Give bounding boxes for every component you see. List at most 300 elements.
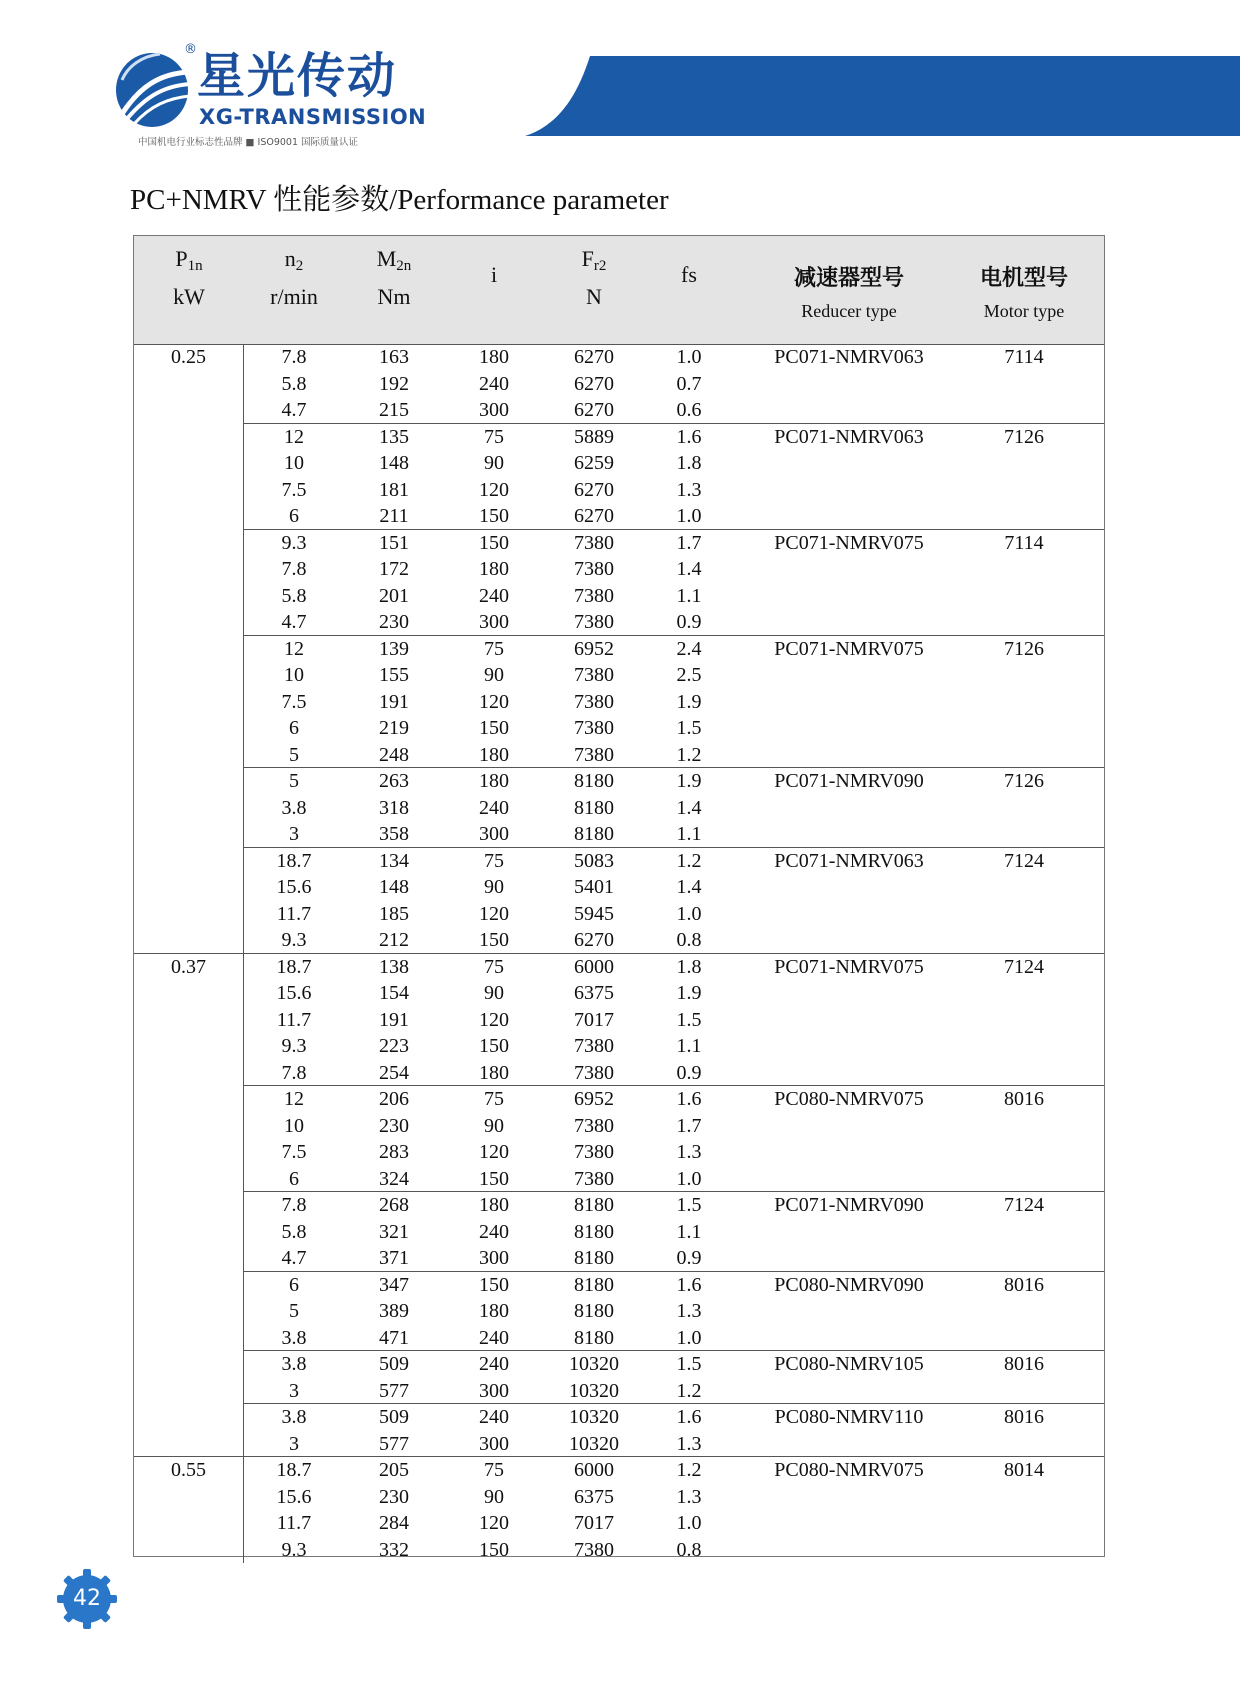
cell-i: 300 [479, 1432, 509, 1455]
cell-n2: 7.8 [281, 1061, 307, 1084]
motor-type: 8014 [1004, 1459, 1044, 1481]
cell-fr2: 6375 [574, 1485, 614, 1508]
cell-m2n: 191 [379, 1008, 409, 1031]
table-row [244, 874, 1104, 901]
cell-m2n: 230 [379, 1114, 409, 1137]
table-row [244, 556, 1104, 583]
table-row [244, 1298, 1104, 1325]
cell-i: 120 [479, 902, 509, 925]
table-row [244, 1166, 1104, 1193]
cell-fs: 1.5 [676, 1353, 702, 1375]
cell-i: 120 [479, 1008, 509, 1031]
cell-fr2: 6952 [574, 1088, 614, 1110]
cell-n2: 18.7 [276, 849, 312, 872]
table-row [244, 1113, 1104, 1140]
cell-i: 300 [479, 399, 509, 421]
table-row [244, 689, 1104, 716]
cell-n2: 4.7 [281, 611, 307, 633]
cell-n2: 12 [284, 425, 304, 448]
cell-i: 150 [479, 1273, 509, 1296]
cell-fs: 0.8 [676, 1538, 702, 1561]
cell-i: 180 [479, 770, 509, 792]
reducer-type: PC071-NMRV075 [774, 637, 924, 660]
cell-fs: 1.2 [676, 743, 702, 766]
cell-n2: 6 [289, 717, 299, 739]
cell-i: 75 [484, 849, 504, 872]
reducer-group [244, 1272, 1104, 1352]
cell-fr2: 6375 [574, 982, 614, 1004]
cell-m2n: 371 [379, 1247, 409, 1269]
cell-i: 75 [484, 955, 504, 978]
cell-m2n: 347 [379, 1273, 409, 1296]
cell-fs: 0.6 [676, 399, 702, 421]
reducer-group [244, 954, 1104, 1087]
cell-m2n: 219 [379, 717, 409, 739]
cell-i: 240 [479, 1406, 509, 1428]
cell-fs: 1.6 [676, 1406, 702, 1428]
header-reducer-cn: 减速器型号 [793, 266, 904, 291]
cell-fr2: 8180 [574, 1194, 614, 1216]
cell-fs: 1.0 [676, 1512, 702, 1534]
cell-fs: 0.9 [676, 611, 702, 633]
cell-m2n: 151 [379, 531, 409, 554]
cell-fs: 1.2 [676, 849, 702, 872]
performance-table [133, 235, 1105, 1561]
motor-type: 7114 [1004, 346, 1044, 368]
cell-m2n: 230 [379, 1485, 409, 1508]
reducer-type: PC071-NMRV075 [774, 531, 924, 554]
reducer-group [244, 1351, 1104, 1404]
cell-fr2: 7380 [574, 1061, 614, 1084]
power-value: 0.37 [171, 955, 206, 978]
cell-fs: 1.7 [676, 1114, 702, 1137]
motor-type: 7126 [1004, 637, 1044, 660]
cell-fs: 1.0 [676, 346, 702, 368]
table-row [244, 742, 1104, 769]
cell-i: 150 [479, 1167, 509, 1190]
motor-type: 7126 [1004, 770, 1044, 792]
cell-fs: 1.4 [676, 876, 702, 898]
cell-i: 120 [479, 690, 509, 713]
cell-i: 75 [484, 1459, 504, 1481]
reducer-type: PC080-NMRV075 [774, 1459, 924, 1481]
cell-fr2: 7380 [574, 690, 614, 713]
table-row [244, 1007, 1104, 1034]
cell-i: 120 [479, 1141, 509, 1163]
reducer-type: PC071-NMRV090 [774, 770, 924, 792]
cell-m2n: 254 [379, 1061, 409, 1084]
cell-i: 90 [484, 982, 504, 1004]
cell-fs: 1.0 [676, 902, 702, 925]
cell-m2n: 191 [379, 690, 409, 713]
cell-i: 180 [479, 558, 509, 580]
table-row [244, 927, 1104, 954]
header-motor-en: Motor type [983, 301, 1065, 321]
motor-type: 7126 [1004, 425, 1044, 448]
cell-fs: 1.1 [676, 1220, 702, 1243]
header-i: i [490, 262, 498, 287]
table-row [244, 901, 1104, 928]
motor-type: 8016 [1004, 1406, 1044, 1428]
cell-fs: 1.4 [676, 796, 702, 819]
cell-m2n: 211 [379, 505, 409, 527]
cell-i: 300 [479, 823, 509, 845]
cell-fs: 1.0 [676, 505, 702, 527]
table-row [244, 1537, 1104, 1564]
cell-fr2: 7380 [574, 1167, 614, 1190]
cell-m2n: 135 [379, 425, 409, 448]
header-n2: $n_2$ r/min [270, 246, 318, 309]
cell-n2: 9.3 [281, 929, 307, 951]
cell-m2n: 321 [379, 1220, 409, 1243]
cell-i: 150 [479, 531, 509, 554]
motor-type: 8016 [1004, 1273, 1044, 1296]
brand-name-en: XG-TRANSMISSION [199, 105, 427, 129]
motor-type: 8016 [1004, 1088, 1044, 1110]
cell-fs: 1.1 [676, 823, 702, 845]
cell-m2n: 263 [379, 770, 409, 792]
cell-m2n: 324 [379, 1167, 409, 1190]
cell-n2: 7.8 [281, 1194, 307, 1216]
cell-m2n: 185 [379, 902, 409, 925]
cell-n2: 18.7 [276, 955, 312, 978]
cell-m2n: 206 [379, 1088, 409, 1110]
table-row [244, 477, 1104, 504]
reducer-type: PC071-NMRV090 [774, 1194, 924, 1216]
cell-n2: 10 [284, 664, 304, 686]
cell-fr2: 8180 [574, 1220, 614, 1243]
table-row [244, 450, 1104, 477]
cell-i: 180 [479, 1300, 509, 1322]
cell-fr2: 7380 [574, 664, 614, 686]
cell-n2: 4.7 [281, 399, 307, 421]
cell-n2: 3.8 [281, 1326, 307, 1349]
cell-fr2: 7380 [574, 1141, 614, 1163]
cell-i: 180 [479, 1061, 509, 1084]
cell-i: 90 [484, 1114, 504, 1137]
cell-i: 120 [479, 478, 509, 501]
cell-m2n: 577 [379, 1379, 409, 1402]
cell-n2: 5.8 [281, 1220, 307, 1243]
cell-n2: 10 [284, 452, 304, 474]
cell-i: 240 [479, 1353, 509, 1375]
cell-n2: 7.5 [281, 690, 307, 713]
cell-fs: 2.4 [676, 637, 702, 660]
cell-fr2: 6270 [574, 346, 614, 368]
cell-fr2: 10320 [569, 1353, 619, 1375]
cell-fr2: 7380 [574, 584, 614, 607]
cell-fs: 1.2 [676, 1459, 702, 1481]
cell-i: 120 [479, 1512, 509, 1534]
cell-n2: 7.5 [281, 478, 307, 501]
cell-n2: 11.7 [276, 1008, 312, 1031]
cell-n2: 5 [289, 743, 299, 766]
cell-i: 300 [479, 1379, 509, 1402]
power-value: 0.55 [171, 1459, 206, 1481]
power-cell [134, 344, 244, 954]
cell-fs: 0.7 [676, 372, 702, 395]
header-fr2: $F_{r2}$ N [581, 246, 607, 309]
table-row [244, 715, 1104, 742]
cell-n2: 7.8 [281, 346, 307, 368]
cell-m2n: 139 [379, 637, 409, 660]
cell-m2n: 192 [379, 372, 409, 395]
cell-m2n: 134 [379, 849, 409, 872]
cell-m2n: 201 [379, 584, 409, 607]
header-fs: fs [681, 262, 697, 287]
cell-n2: 3.8 [281, 796, 307, 819]
cell-fr2: 7380 [574, 531, 614, 554]
table-row [244, 1510, 1104, 1537]
cell-m2n: 181 [379, 478, 409, 501]
cell-fs: 1.3 [676, 1300, 702, 1322]
cell-n2: 18.7 [276, 1459, 312, 1481]
cell-fr2: 6952 [574, 637, 614, 660]
cell-m2n: 215 [379, 399, 409, 421]
cell-fr2: 6270 [574, 399, 614, 421]
cell-fs: 1.3 [676, 478, 702, 501]
cell-i: 75 [484, 1088, 504, 1110]
cell-m2n: 284 [379, 1512, 409, 1534]
motor-type: 7114 [1004, 531, 1044, 554]
reducer-type: PC071-NMRV063 [774, 425, 924, 448]
registered-mark: ® [184, 42, 197, 57]
cell-fs: 1.5 [676, 1194, 702, 1216]
cell-n2: 5 [289, 770, 299, 792]
cell-fr2: 6270 [574, 372, 614, 395]
motor-type: 7124 [1004, 955, 1044, 978]
cell-fr2: 10320 [569, 1406, 619, 1428]
cell-n2: 5.8 [281, 584, 307, 607]
table-row [244, 1325, 1104, 1352]
cell-n2: 9.3 [281, 1538, 307, 1561]
cell-n2: 7.8 [281, 558, 307, 580]
reducer-type: PC071-NMRV075 [774, 955, 924, 978]
reducer-group [244, 1086, 1104, 1192]
table-row [244, 1033, 1104, 1060]
cell-i: 90 [484, 876, 504, 898]
table-row [244, 397, 1104, 424]
cell-n2: 3 [289, 1432, 299, 1455]
cell-n2: 4.7 [281, 1247, 307, 1269]
table-row [244, 980, 1104, 1007]
cell-n2: 6 [289, 1167, 299, 1190]
cell-m2n: 283 [379, 1141, 409, 1163]
cell-fr2: 5889 [574, 425, 614, 448]
cell-m2n: 268 [379, 1194, 409, 1216]
cell-fr2: 8180 [574, 770, 614, 792]
cell-n2: 7.5 [281, 1141, 307, 1163]
cell-fr2: 8180 [574, 823, 614, 845]
cell-i: 240 [479, 1326, 509, 1349]
cell-n2: 6 [289, 1273, 299, 1296]
header-p1n: $P_{1n}$ kW [173, 246, 205, 309]
cell-fr2: 7380 [574, 558, 614, 580]
cell-n2: 9.3 [281, 1035, 307, 1057]
cell-fr2: 7380 [574, 743, 614, 766]
cell-fs: 1.0 [676, 1167, 702, 1190]
cell-n2: 15.6 [276, 1485, 312, 1508]
reducer-type: PC080-NMRV110 [774, 1406, 924, 1428]
cell-fs: 1.6 [676, 1088, 702, 1110]
cell-fs: 1.3 [676, 1432, 702, 1455]
cell-fs: 1.9 [676, 770, 702, 792]
table-header [134, 236, 1104, 345]
cell-i: 180 [479, 1194, 509, 1216]
cell-m2n: 318 [379, 796, 409, 819]
cell-fr2: 5945 [574, 902, 614, 925]
cell-m2n: 155 [379, 664, 409, 686]
cell-m2n: 389 [379, 1300, 409, 1322]
cell-i: 300 [479, 611, 509, 633]
cell-m2n: 148 [379, 452, 409, 474]
table-row [244, 1060, 1104, 1087]
page-title: PC+NMRV 性能参数/Performance parameter [130, 184, 669, 216]
brand-tagline: 中国机电行业标志性品牌 ■ ISO9001 国际质量认证 [138, 137, 359, 148]
reducer-type: PC080-NMRV075 [774, 1088, 924, 1110]
cell-fr2: 7380 [574, 1035, 614, 1057]
cell-fs: 1.6 [676, 1273, 702, 1296]
cell-fr2: 6270 [574, 929, 614, 951]
cell-fr2: 7380 [574, 611, 614, 633]
cell-fs: 1.8 [676, 955, 702, 978]
cell-i: 150 [479, 1035, 509, 1057]
cell-fs: 1.3 [676, 1485, 702, 1508]
cell-fr2: 8180 [574, 1273, 614, 1296]
cell-fr2: 6270 [574, 505, 614, 527]
reducer-type: PC071-NMRV063 [774, 346, 924, 368]
cell-i: 180 [479, 346, 509, 368]
cell-i: 90 [484, 664, 504, 686]
table-row [244, 1484, 1104, 1511]
cell-n2: 11.7 [276, 1512, 312, 1534]
header-m2n: $M_{2n}$ Nm [376, 246, 412, 309]
cell-fs: 1.4 [676, 558, 702, 580]
reducer-group [244, 636, 1104, 769]
cell-fs: 1.5 [676, 717, 702, 739]
cell-fs: 1.1 [676, 1035, 702, 1057]
table-row [244, 503, 1104, 530]
cell-fs: 1.2 [676, 1379, 702, 1402]
power-cell [134, 1457, 244, 1563]
cell-m2n: 172 [379, 558, 409, 580]
cell-fr2: 8180 [574, 796, 614, 819]
table-row [244, 583, 1104, 610]
cell-n2: 9.3 [281, 531, 307, 554]
reducer-type: PC071-NMRV063 [774, 849, 924, 872]
table-row [244, 1139, 1104, 1166]
cell-fr2: 7380 [574, 717, 614, 739]
motor-type: 7124 [1004, 1194, 1044, 1216]
cell-m2n: 248 [379, 743, 409, 766]
table-row [244, 1245, 1104, 1272]
cell-n2: 6 [289, 505, 299, 527]
cell-n2: 10 [284, 1114, 304, 1137]
cell-n2: 3.8 [281, 1353, 307, 1375]
cell-fs: 1.1 [676, 584, 702, 607]
cell-fr2: 10320 [569, 1379, 619, 1402]
cell-i: 90 [484, 452, 504, 474]
table-row [244, 1219, 1104, 1246]
cell-fr2: 7380 [574, 1114, 614, 1137]
cell-m2n: 138 [379, 955, 409, 978]
cell-fs: 1.3 [676, 1141, 702, 1163]
reducer-group [244, 1404, 1104, 1457]
cell-fr2: 6000 [574, 955, 614, 978]
cell-i: 150 [479, 929, 509, 951]
cell-m2n: 471 [379, 1326, 409, 1349]
power-cell [134, 954, 244, 1458]
cell-fs: 1.7 [676, 531, 702, 554]
cell-m2n: 230 [379, 611, 409, 633]
cell-m2n: 148 [379, 876, 409, 898]
cell-fs: 1.0 [676, 1326, 702, 1349]
reducer-group [244, 344, 1104, 424]
reducer-group [244, 424, 1104, 530]
brand-logo-icon [116, 53, 190, 127]
cell-fs: 1.6 [676, 425, 702, 448]
header-motor-cn: 电机型号 [979, 266, 1068, 291]
cell-i: 240 [479, 372, 509, 395]
motor-type: 8016 [1004, 1353, 1044, 1375]
cell-i: 90 [484, 1485, 504, 1508]
page-header [0, 0, 1240, 160]
cell-n2: 3 [289, 1379, 299, 1402]
cell-m2n: 223 [379, 1035, 409, 1057]
cell-fr2: 5083 [574, 849, 614, 872]
cell-fs: 1.8 [676, 452, 702, 474]
cell-fr2: 7017 [574, 1512, 614, 1534]
cell-m2n: 509 [379, 1353, 409, 1375]
cell-fs: 1.9 [676, 690, 702, 713]
table-row [244, 821, 1104, 848]
header-reducer-en: Reducer type [801, 301, 897, 321]
cell-n2: 5 [289, 1300, 299, 1322]
cell-fr2: 7017 [574, 1008, 614, 1031]
cell-m2n: 205 [379, 1459, 409, 1481]
cell-fs: 1.5 [676, 1008, 702, 1031]
cell-i: 240 [479, 1220, 509, 1243]
cell-fr2: 5401 [574, 876, 614, 898]
cell-fr2: 6270 [574, 478, 614, 501]
cell-n2: 15.6 [276, 982, 312, 1004]
cell-i: 150 [479, 1538, 509, 1561]
table-row [244, 1378, 1104, 1405]
cell-fr2: 8180 [574, 1247, 614, 1269]
reducer-type: PC080-NMRV105 [774, 1353, 924, 1375]
cell-i: 150 [479, 717, 509, 739]
table-row [244, 371, 1104, 398]
cell-i: 240 [479, 796, 509, 819]
reducer-type: PC080-NMRV090 [774, 1273, 924, 1296]
reducer-group [244, 1192, 1104, 1272]
cell-fs: 0.9 [676, 1247, 702, 1269]
cell-m2n: 332 [379, 1538, 409, 1561]
reducer-group [244, 1457, 1104, 1563]
power-value: 0.25 [171, 346, 206, 368]
cell-i: 75 [484, 637, 504, 660]
cell-m2n: 154 [379, 982, 409, 1004]
motor-type: 7124 [1004, 849, 1044, 872]
cell-m2n: 212 [379, 929, 409, 951]
reducer-group [244, 768, 1104, 848]
cell-fs: 2.5 [676, 664, 702, 686]
cell-fr2: 8180 [574, 1326, 614, 1349]
cell-n2: 15.6 [276, 876, 312, 898]
cell-fr2: 8180 [574, 1300, 614, 1322]
cell-fs: 0.9 [676, 1061, 702, 1084]
cell-n2: 11.7 [276, 902, 312, 925]
